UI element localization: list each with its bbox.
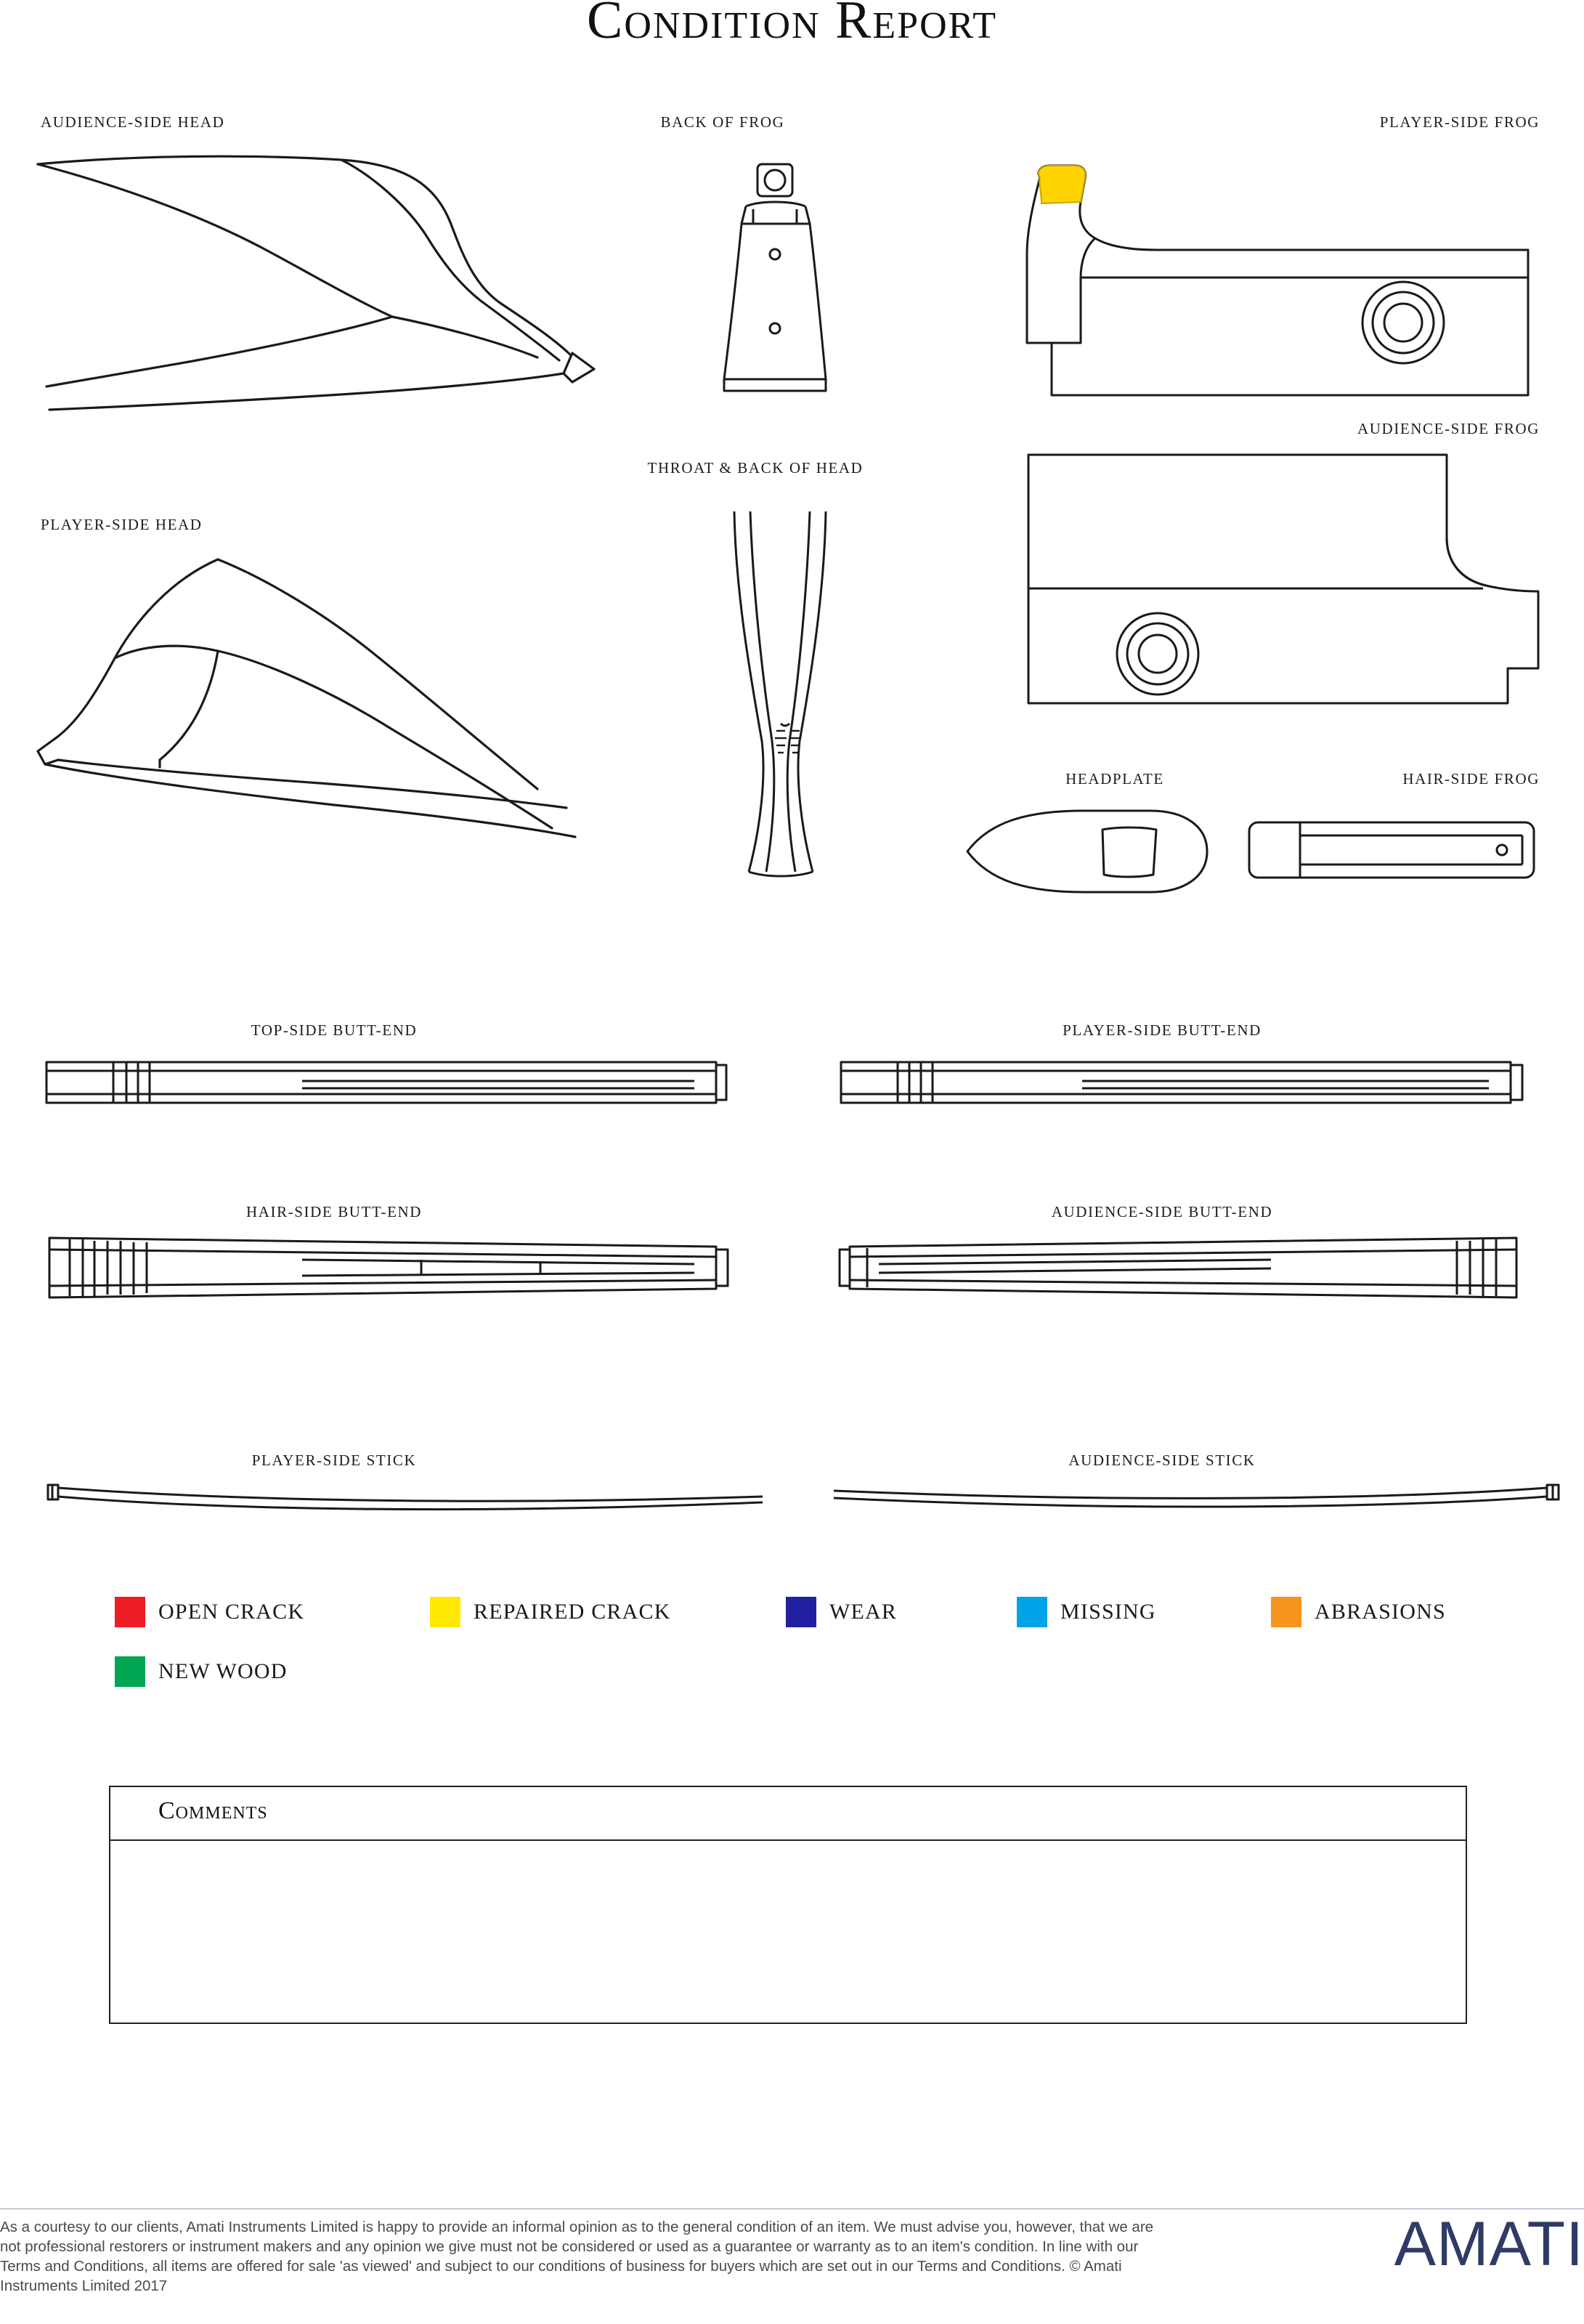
comments-input[interactable]	[112, 1842, 1466, 2023]
caption-top-side-butt-end: TOP-SIDE BUTT-END	[251, 1021, 418, 1039]
legend-swatch-repaired-crack	[430, 1597, 460, 1627]
figure-player-side-head	[29, 549, 603, 869]
legend-item-wear	[786, 1597, 897, 1627]
figure-player-side-butt-end	[835, 1046, 1525, 1119]
figure-headplate	[960, 808, 1214, 895]
figure-throat-back-of-head	[715, 509, 861, 879]
caption-throat-back-of-head: THROAT & BACK OF HEAD	[647, 459, 864, 477]
caption-player-side-frog: PLAYER-SIDE FROG	[1379, 113, 1540, 131]
legend-swatch-new-wood	[115, 1656, 145, 1687]
page-title: Condition Report	[587, 0, 997, 50]
caption-headplate: HEADPLATE	[1065, 770, 1164, 788]
caption-hair-side-frog: HAIR-SIDE FROG	[1402, 770, 1540, 788]
figure-hair-side-butt-end	[41, 1228, 731, 1308]
caption-audience-side-frog: AUDIENCE-SIDE FROG	[1357, 420, 1540, 437]
legend-item-missing	[1017, 1597, 1156, 1627]
figure-hair-side-frog	[1246, 815, 1537, 885]
footer-divider	[0, 2208, 1584, 2209]
legend-swatch-missing	[1017, 1597, 1047, 1627]
caption-audience-side-butt-end: AUDIENCE-SIDE BUTT-END	[1051, 1203, 1273, 1220]
footer-disclaimer: As a courtesy to our clients, Amati Instruments Limited is happy to provide an informal opinion as to the general condition of an item. We must advise you, however, that we are not professional restorers or instrument makers and any opinion we give must not be considered or used as a guarantee or warranty as to an item's condition. In line with our Terms and Conditions, all items are offered for sale 'as viewed' and subject to our conditions of business for buyers which are set out in our Terms and Conditions. © Amati Instruments Limited 2017	[0, 2219, 1154, 2294]
figure-audience-side-frog	[1025, 450, 1543, 706]
figure-player-side-frog	[1020, 161, 1543, 401]
legend-item-repaired-crack	[430, 1597, 671, 1627]
caption-audience-side-stick: AUDIENCE-SIDE STICK	[1068, 1452, 1256, 1469]
amati-logo: AMATI	[1394, 2209, 1584, 2279]
figure-back-of-frog	[715, 161, 853, 401]
figure-top-side-butt-end	[41, 1046, 731, 1119]
figure-audience-side-stick	[828, 1475, 1569, 1518]
legend-label-open-crack: OPEN CRACK	[158, 1600, 305, 1624]
legend-swatch-open-crack	[115, 1597, 145, 1627]
caption-hair-side-butt-end: HAIR-SIDE BUTT-END	[245, 1203, 423, 1220]
comments-title: Comments	[158, 1797, 268, 1824]
comments-box	[109, 1786, 1467, 2024]
legend-label-new-wood: NEW WOOD	[158, 1659, 288, 1683]
caption-back-of-frog: BACK OF FROG	[660, 113, 785, 131]
legend-swatch-abrasions	[1271, 1597, 1301, 1627]
legend-item-abrasions	[1271, 1597, 1446, 1627]
caption-audience-side-head: AUDIENCE-SIDE HEAD	[41, 113, 225, 131]
figure-audience-side-butt-end	[835, 1228, 1525, 1308]
caption-player-side-butt-end: PLAYER-SIDE BUTT-END	[1063, 1021, 1262, 1039]
legend-label-missing: MISSING	[1060, 1600, 1156, 1624]
caption-player-side-stick: PLAYER-SIDE STICK	[251, 1452, 417, 1469]
figure-player-side-stick	[36, 1475, 770, 1518]
legend-item-new-wood	[115, 1656, 288, 1687]
caption-player-side-head: PLAYER-SIDE HEAD	[41, 516, 203, 533]
legend-label-abrasions: ABRASIONS	[1315, 1600, 1446, 1624]
legend-label-repaired-crack: REPAIRED CRACK	[474, 1600, 671, 1624]
legend-label-wear: WEAR	[829, 1600, 898, 1624]
legend-item-open-crack	[115, 1597, 304, 1627]
comments-header	[110, 1787, 1466, 1841]
legend-swatch-wear	[786, 1597, 816, 1627]
figure-audience-side-head	[29, 142, 603, 448]
